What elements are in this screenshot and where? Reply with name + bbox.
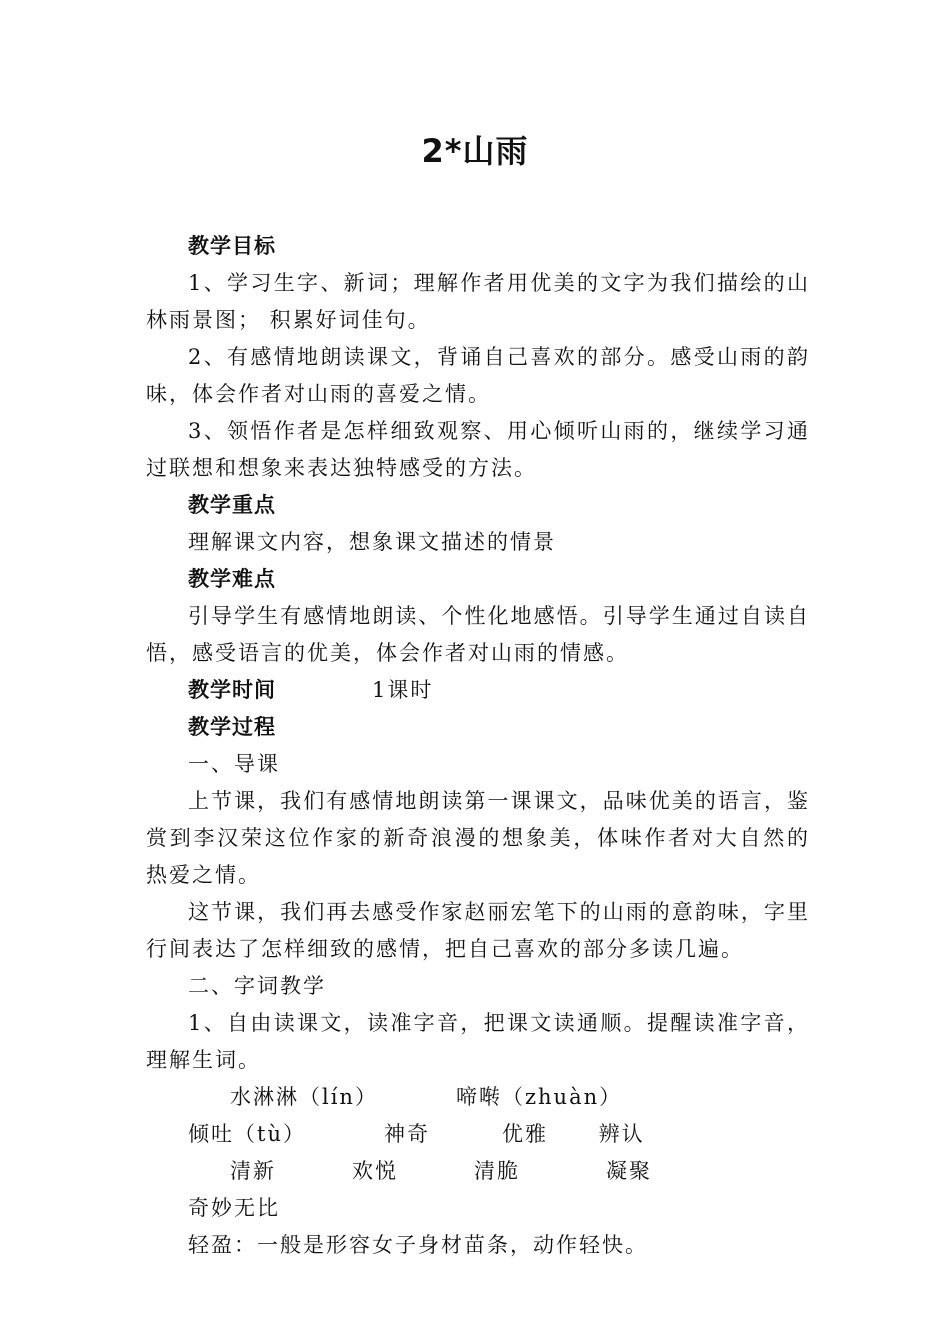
goal-item-2: 2、有感情地朗读课文，背诵自己喜欢的部分。感受山雨的韵味，体会作者对山雨的喜爱之情。	[146, 345, 810, 406]
vocab-word: 欢悦	[352, 1159, 398, 1183]
vocab-word: 清脆	[474, 1159, 520, 1183]
section-heading-goals: 教学目标	[188, 234, 276, 258]
section-heading-time: 教学时间	[188, 678, 276, 702]
vocab-word: 啼啭（zhuàn）	[455, 1085, 623, 1109]
vocab-word: 神奇	[383, 1122, 430, 1146]
vocab-row-2	[146, 1153, 810, 1227]
section-heading-key-points: 教学重点	[188, 493, 276, 517]
step-1-paragraph-1: 上节课，我们有感情地朗读第一课课文，品味优美的语言，鉴赏到李汉荣这位作家的新奇浪漫的想象美，体味作者对大自然的热爱之情。	[146, 789, 810, 887]
vocab-word: 水淋淋（lín）	[230, 1085, 378, 1109]
step-1-paragraph-2: 这节课，我们再去感受作家赵丽宏笔下的山雨的意韵味，字里行间表达了怎样细致的感情，把自己喜欢的部分多读几遍。	[146, 900, 810, 961]
page-title: 2*山雨	[421, 132, 529, 170]
vocab-word: 清新	[230, 1159, 276, 1183]
vocab-word: 凝聚	[606, 1159, 652, 1183]
vocab-word: 倾吐（tù）	[188, 1122, 306, 1146]
goal-item-1: 1、学习生字、新词；理解作者用优美的文字为我们描绘的山林雨景图； 积累好词佳句。	[146, 271, 810, 332]
section-heading-process: 教学过程	[188, 715, 276, 739]
difficulties-text: 引导学生有感情地朗读、个性化地感悟。引导学生通过自读自悟，感受语言的优美，体会作者对山雨的情感。	[146, 604, 810, 665]
section-heading-difficulties: 教学难点	[188, 567, 276, 591]
key-points-text: 理解课文内容，想象课文描述的情景	[188, 530, 556, 554]
teaching-time-row	[146, 672, 810, 709]
vocab-word: 优雅	[501, 1122, 548, 1146]
step-2-paragraph-1: 1、自由读课文，读准字音，把课文读通顺。提醒读准字音，理解生词。	[146, 1011, 810, 1072]
definition-text: 轻盈：一般是形容女子身材苗条，动作轻快。	[188, 1233, 648, 1257]
goal-item-3: 3、领悟作者是怎样细致观察、用心倾听山雨的，继续学习通过联想和想象来表达独特感受的方法。	[146, 419, 810, 480]
teaching-time-value: 1课时	[372, 678, 434, 702]
step-1-heading: 一、导课	[188, 752, 280, 776]
vocab-word: 辨认	[598, 1122, 645, 1146]
step-2-heading: 二、字词教学	[188, 974, 326, 998]
vocab-row-1	[146, 1079, 810, 1153]
document-body	[146, 228, 810, 1264]
vocab-word: 奇妙无比	[188, 1196, 280, 1220]
